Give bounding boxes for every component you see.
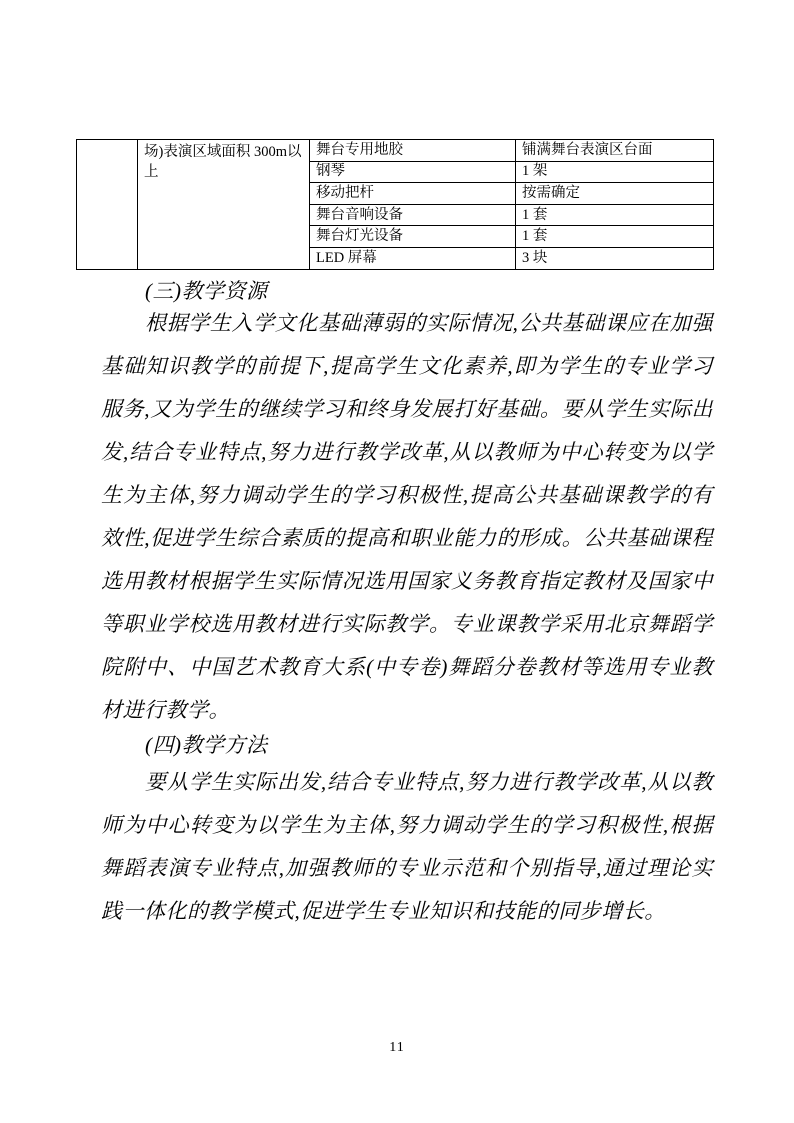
- paragraph-teaching-resources: 根据学生入学文化基础薄弱的实际情况,公共基础课应在加强基础知识教学的前提下,提高学生文化素养,即为学生的专业学习服务,又为学生的继续学习和终身发展打好基础。要从学生实际出发,结合专业特点,努力进行教学改革,从以教师为中心转变为以学生为主体,努力调动学生的学习积极性,提高公共基础课教学的有效性,促进学生综合素质的提高和职业能力的形成。公共基础课程选用教材根据学生实际情况选用国家义务教育指定教材及国家中等职业学校选用教材进行实际教学。专业课教学采用北京舞蹈学院附中、中国艺术教育大系(中专卷)舞蹈分卷教材等选用专业教材进行教学。: [101, 311, 713, 722]
- table-cell-item: 钢琴: [310, 161, 516, 183]
- table-cell-spec: 1 套: [516, 204, 714, 226]
- equipment-table: [76, 139, 714, 270]
- section-heading-teaching-methods: (四)教学方法: [145, 733, 268, 757]
- paragraph-teaching-methods: 要从学生实际出发,结合专业特点,努力进行教学改革,从以教师为中心转变为以学生为主体,努力调动学生的学习积极性,根据舞蹈表演专业特点,加强教师的专业示范和个别指导,通过理论实践一体化的教学模式,促进学生专业知识和技能的同步增长。: [101, 770, 713, 923]
- table-cell-item: 舞台专用地胶: [310, 140, 516, 162]
- table-cell-item: 舞台音响设备: [310, 204, 516, 226]
- table-cell-item: LED 屏幕: [310, 247, 516, 269]
- table-cell-item: 移动把杆: [310, 183, 516, 205]
- table-cell-spec: 1 套: [516, 226, 714, 248]
- table-cell-venue-area: 场)表演区域面积 300m以上: [138, 140, 310, 270]
- table-cell-spec: 铺满舞台表演区台面: [516, 140, 714, 162]
- table-row: [77, 140, 714, 162]
- table-cell-empty: [77, 140, 138, 270]
- table-cell-spec: 按需确定: [516, 183, 714, 205]
- table-cell-spec: 3 块: [516, 247, 714, 269]
- section-heading-teaching-resources: (三)教学资源: [145, 279, 268, 303]
- page-number: 11: [389, 1040, 405, 1055]
- table-cell-spec: 1 架: [516, 161, 714, 183]
- table-cell-item: 舞台灯光设备: [310, 226, 516, 248]
